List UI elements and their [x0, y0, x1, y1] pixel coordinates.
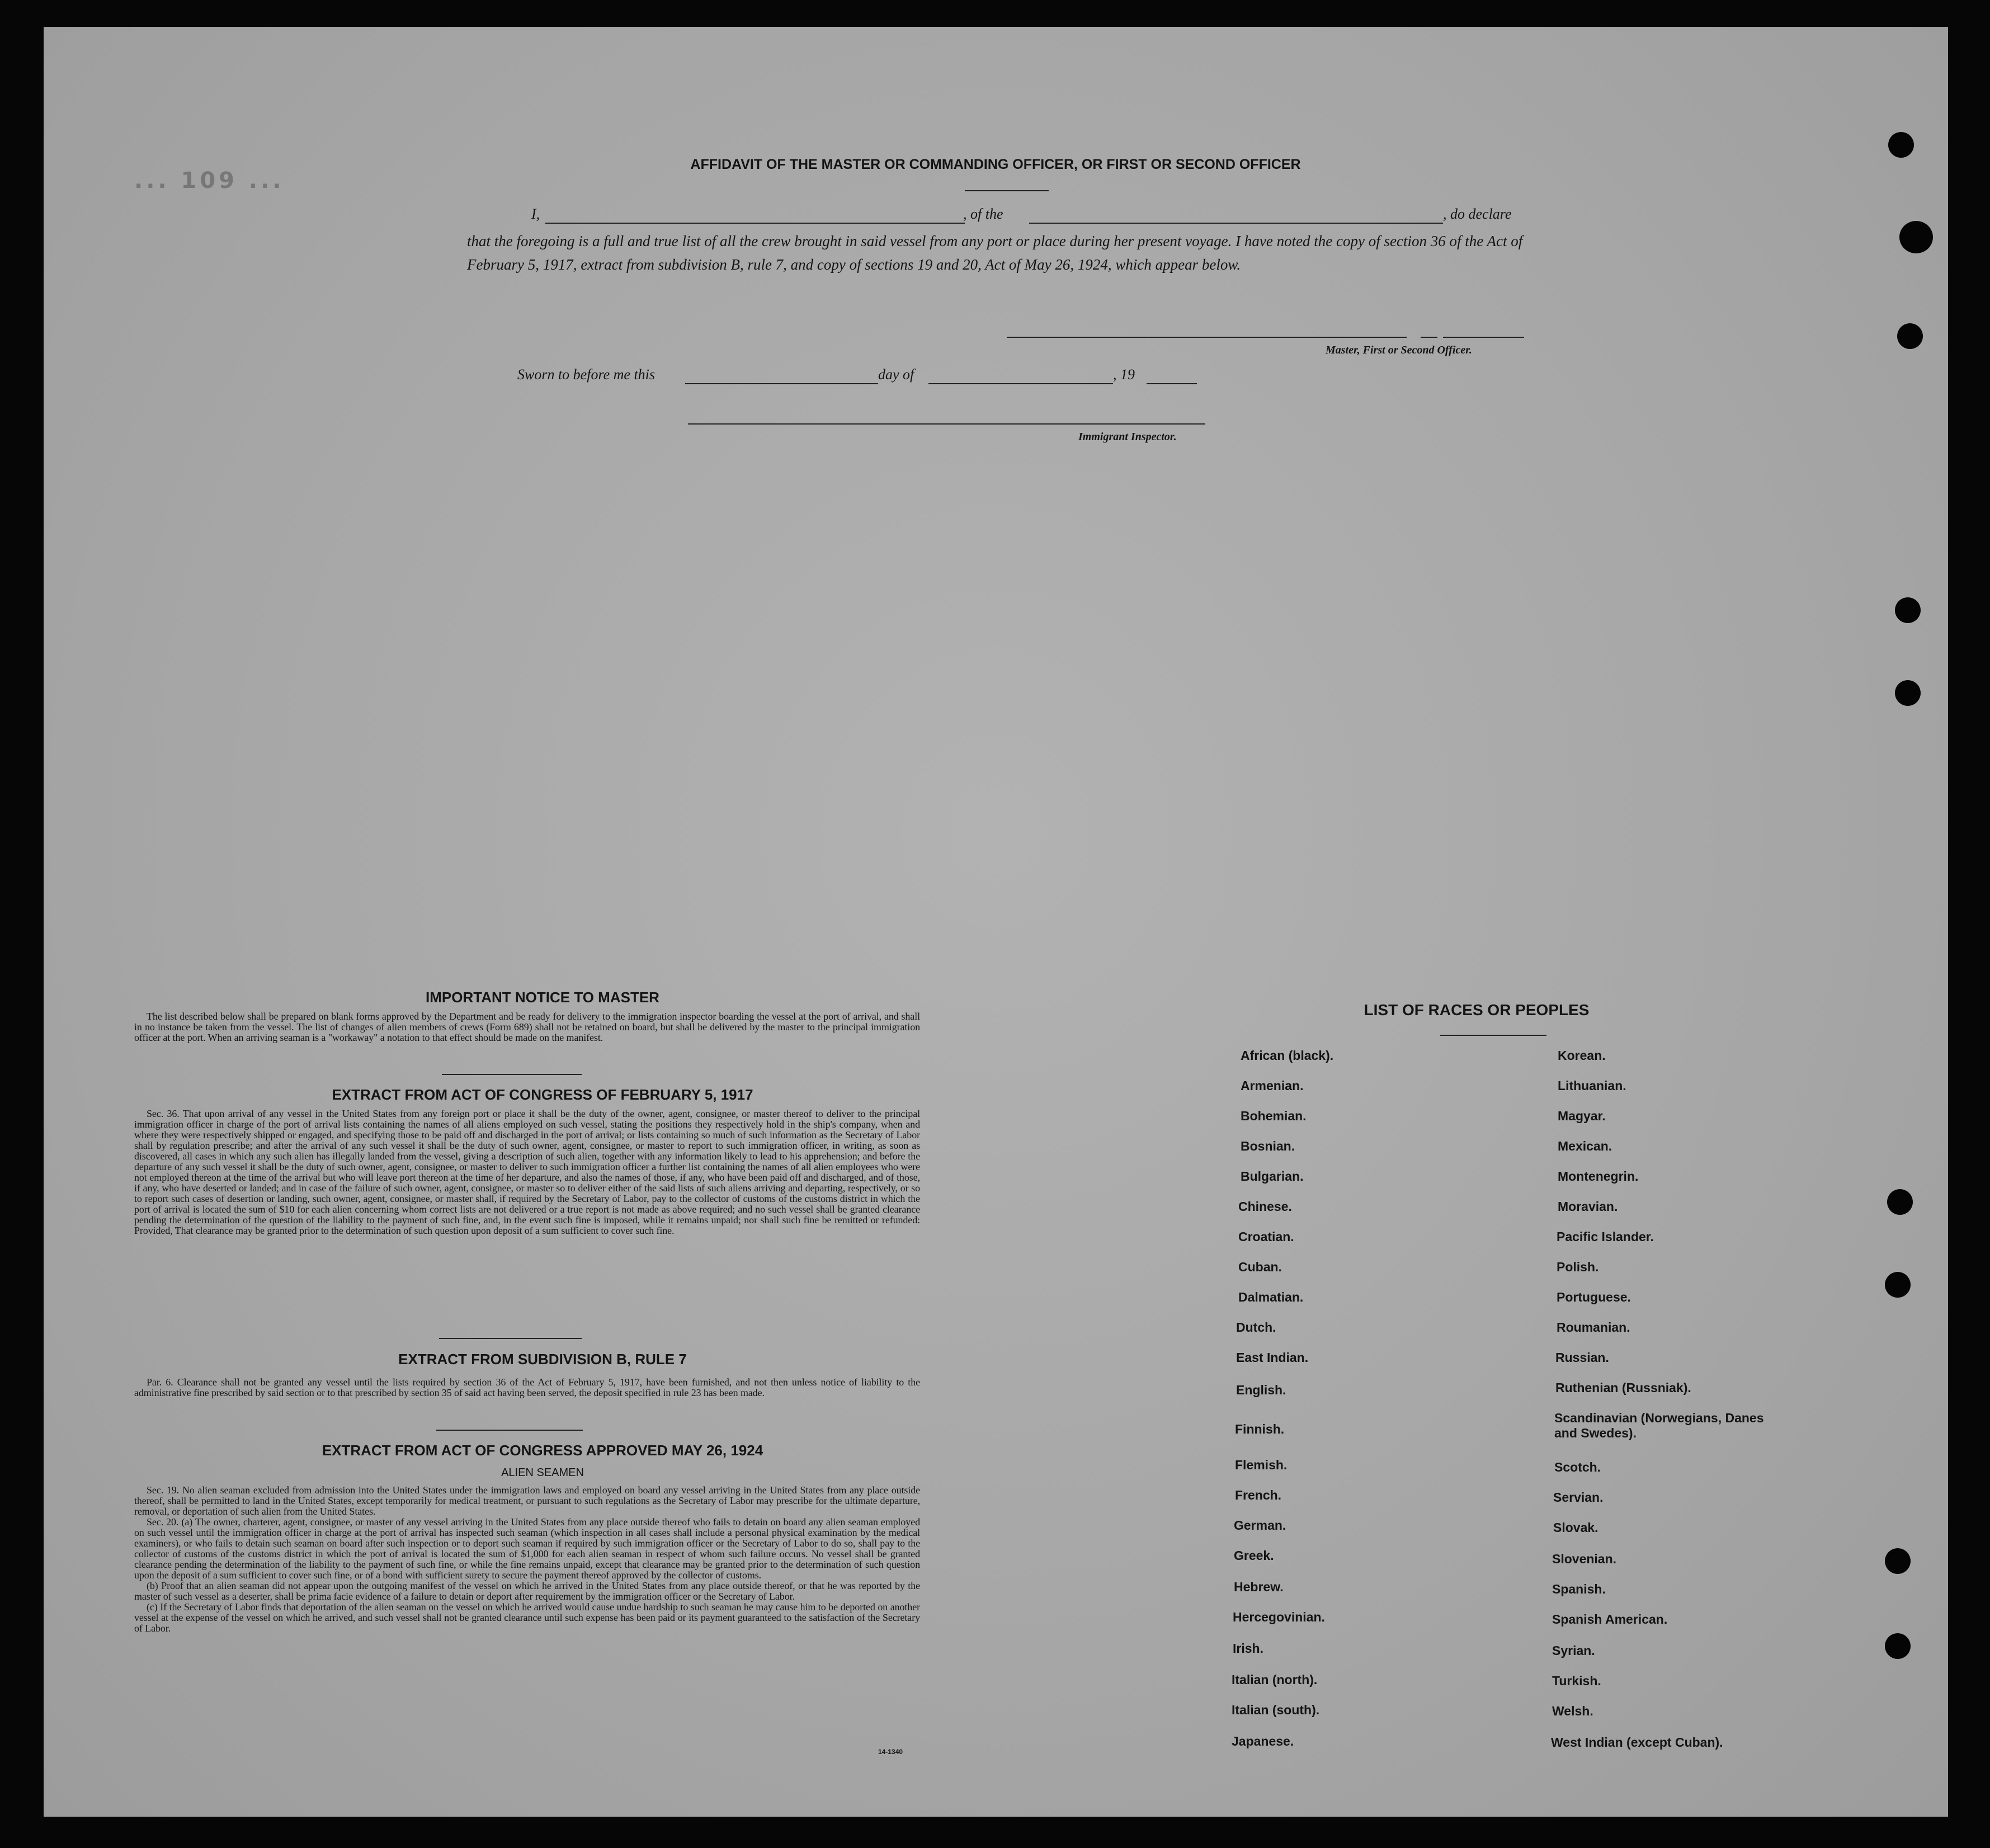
race-right-item: Spanish.	[1552, 1582, 1606, 1596]
extract3-title: EXTRACT FROM ACT OF CONGRESS APPROVED MAY 26, 1924	[322, 1442, 763, 1459]
race-left-item: Hercegovinian.	[1233, 1610, 1325, 1624]
race-right-item: Roumanian.	[1557, 1320, 1630, 1335]
punch-hole	[1895, 680, 1921, 706]
extract3-body	[134, 1485, 920, 1634]
extract3-paragraph-1: Sec. 19. No alien seaman excluded from admission into the United States under the immigration laws and employed on board any vessel arriving in the United States from any place outside thereof, shall be permitted to land in the United States, except temporarily for medical treatment, or pursuant to such regulations as the Secretary of Labor may prescribe for the ultimate departure, removal, or deportation of such alien from the United States.	[134, 1484, 920, 1517]
race-left-item: Cuban.	[1238, 1260, 1282, 1274]
race-right-item: Polish.	[1557, 1260, 1599, 1274]
form-code: 14-1340	[878, 1748, 903, 1756]
faded-stamp: ... 109 ...	[134, 168, 285, 194]
race-right-item: Russian.	[1555, 1350, 1609, 1365]
extract2-title: EXTRACT FROM SUBDIVISION B, RULE 7	[398, 1351, 687, 1368]
race-right-item: Scandinavian (Norwegians, Danes and Swedes).	[1554, 1411, 1764, 1440]
race-left-item: Bohemian.	[1241, 1109, 1307, 1123]
extract2-body	[134, 1377, 920, 1398]
punch-hole	[1885, 1633, 1911, 1659]
race-right-item: Scotch.	[1554, 1460, 1601, 1474]
race-right-item: Slovenian.	[1552, 1552, 1617, 1566]
race-left-item: Irish.	[1233, 1641, 1263, 1656]
day-of-label: day of	[878, 366, 914, 383]
race-left-item: Croatian.	[1238, 1229, 1294, 1244]
race-right-item: Mexican.	[1558, 1139, 1612, 1153]
i-label: I,	[531, 206, 540, 222]
race-left-item: African (black).	[1241, 1048, 1334, 1063]
punch-hole	[1887, 1189, 1913, 1215]
race-left-item: Flemish.	[1235, 1458, 1288, 1472]
race-left-item: Finnish.	[1235, 1422, 1285, 1436]
affidavit-title: AFFIDAVIT OF THE MASTER OR COMMANDING OFFICER, OR FIRST OR SECOND OFFICER	[690, 157, 1301, 172]
race-left-item: French.	[1235, 1488, 1282, 1502]
race-right-item: Servian.	[1553, 1490, 1604, 1505]
signature-line-end	[1443, 337, 1524, 338]
punch-hole	[1888, 132, 1914, 158]
title-divider	[965, 190, 1049, 191]
extract1-paragraph: Sec. 36. That upon arrival of any vessel in the United States from any foreign port or place it shall be the duty of the owner, agent, consignee, or master thereof to deliver to the principal immigration officer in charge of the port of arrival lists containing the names of all aliens employed on such vessel, stating the positions they respectively hold in the ship's company, when and where they were respectively shipped or engaged, and specifying those to be paid off and discharged in the port of arrival; or lists containing so much of such information as the Secretary of Labor shall by regulation prescribe; and after the arrival of any such vessel it shall be the duty of such owner, agent, consignee, or master to report to such immigration officer, in writing, as soon as discovered, all cases in which any such alien has illegally landed from the vessel, giving a description of such alien, together with any information likely to lead to his apprehension; and before the departure of any such vessel it shall be the duty of such owner, agent, consignee, or master to deliver to such immigration officer a further list containing the names of all alien employees who were not employed thereon at the time of the arrival but who will leave port thereon at the time of her departure, and also the names of those, if any, who have been paid off and discharged, and of those, if any, who have deserted or landed; and in case of the failure of such owner, agent, consignee, or master so to deliver either of the said lists of such aliens arriving and departing, respectively, or so to report such cases of desertion or landing, such owner, agent, consignee, or master shall, if required by the Secretary of Labor, pay to the collector of customs of the customs district in which the port of arrival is located the sum of $10 for each alien concerning whom correct lists are not delivered or a true report is not made as above required; and no such vessel shall be granted clearance pending the determination of the question of the liability to the payment of such fine, and, in the event such fine is imposed, while it remains unpaid; nor shall such fine be remitted or refunded: Provided, That clearance may be granted prior to the determination of such question upon deposit of a sum sufficient to cover such fine.	[134, 1108, 920, 1236]
notice-body	[134, 1011, 920, 1043]
race-left-item: Italian (north).	[1232, 1672, 1318, 1687]
name-blank[interactable]	[545, 223, 965, 224]
race-right-item: Korean.	[1558, 1048, 1606, 1063]
notice-title: IMPORTANT NOTICE TO MASTER	[426, 989, 659, 1006]
section-divider	[439, 1338, 582, 1339]
vessel-blank[interactable]	[1029, 223, 1443, 224]
race-right-item: Welsh.	[1552, 1704, 1593, 1718]
do-declare-label: , do declare	[1443, 206, 1512, 222]
race-right-item: Pacific Islander.	[1557, 1229, 1654, 1244]
race-left-item: Chinese.	[1238, 1199, 1292, 1214]
extract3-paragraph-3: (b) Proof that an alien seaman did not appear upon the outgoing manifest of the vessel on which he arrived in the United States from any place outside thereof, or that he was reported by the master of such vessel as a deserter, shall be prima facie evidence of a failure to detain or deport after requirement by the immigration officer or the Secretary of Labor.	[134, 1580, 920, 1602]
race-right-item: Magyar.	[1558, 1109, 1606, 1123]
notice-paragraph: The list described below shall be prepared on blank forms approved by the Department and be ready for delivery to the immigration inspector boarding the vessel at the port of arrival, and shall in no instance be taken from the vessel. The list of changes of alien members of crews (Form 689) shall not be retained on board, but shall be delivered by the master to the principal immigration officer at the port. When an arriving seaman is a "workaway" a notation to that effect should be made on the manifest.	[134, 1011, 920, 1043]
day-blank[interactable]	[685, 383, 878, 384]
signature-line-dash	[1421, 337, 1437, 338]
extract3-paragraph-4: (c) If the Secretary of Labor finds that deportation of the alien seaman on the vessel on which he arrived would cause undue hardship to such seaman he may cause him to be deported on another vessel at the expense of the vessel on which he arrived, and such vessel shall not be granted clearance until such expense has been paid or its payment guaranteed to the satisfaction of the Secretary of Labor.	[134, 1601, 920, 1634]
inspector-label: Immigrant Inspector.	[1078, 431, 1177, 443]
race-right-item: Ruthenian (Russniak).	[1555, 1380, 1691, 1395]
race-right-item: Slovak.	[1553, 1520, 1598, 1535]
races-title: LIST OF RACES OR PEOPLES	[1364, 1001, 1590, 1019]
inspector-signature-line[interactable]	[688, 423, 1205, 425]
month-blank[interactable]	[928, 383, 1113, 384]
race-left-item: Dutch.	[1236, 1320, 1276, 1335]
signature-label: Master, First or Second Officer.	[1326, 344, 1472, 356]
section-divider	[436, 1430, 583, 1431]
race-right-item: Syrian.	[1552, 1643, 1595, 1658]
race-right-item: West Indian (except Cuban).	[1551, 1735, 1723, 1750]
year-blank[interactable]	[1147, 383, 1197, 384]
race-left-item: Bulgarian.	[1241, 1169, 1304, 1184]
extract2-paragraph: Par. 6. Clearance shall not be granted any vessel until the lists required by section 36 of the Act of February 5, 1917, have been furnished, and not then unless notice of liability to the administrative fine prescribed by said section or to that prescribed by section 35 of said act having been served, the deposit specified in rule 23 has been made.	[134, 1376, 920, 1398]
race-right-item: Turkish.	[1552, 1673, 1601, 1688]
extract3-subtitle: ALIEN SEAMEN	[501, 1467, 584, 1479]
of-the-label: , of the	[963, 206, 1003, 222]
extract1-body	[134, 1109, 920, 1236]
punch-hole	[1895, 597, 1921, 623]
race-left-item: English.	[1236, 1383, 1286, 1397]
race-right-item: Montenegrin.	[1558, 1169, 1639, 1184]
race-right-item: Portuguese.	[1557, 1290, 1631, 1304]
punch-hole	[1897, 323, 1923, 349]
race-left-item: Armenian.	[1241, 1078, 1304, 1093]
race-left-item: Bosnian.	[1241, 1139, 1295, 1153]
punch-hole	[1885, 1272, 1911, 1298]
race-left-item: Dalmatian.	[1238, 1290, 1304, 1304]
signature-line[interactable]	[1007, 337, 1407, 338]
race-left-item: Hebrew.	[1234, 1580, 1284, 1594]
declaration-text: that the foregoing is a full and true list of all the crew brought in said vessel from any port or place during her present voyage. I have noted the copy of section 36 of the Act of February 5, 1917, extract from subdivision B, rule 7, and copy of sections 19 and 20, Act of May 26, 1924, which appear below.	[467, 233, 1523, 273]
punch-hole	[1885, 1548, 1911, 1574]
race-left-item: Japanese.	[1232, 1734, 1294, 1748]
race-left-item: German.	[1234, 1518, 1286, 1533]
extract3-paragraph-2: Sec. 20. (a) The owner, charterer, agent, consignee, or master of any vessel arriving in the United States from any place outside thereof who fails to detain on board any alien seaman employed on such vessel until the immigration officer in charge at the port of arrival has inspected such seaman (which inspection in all cases shall include a personal physical examination by the medical examiners), or who fails to detain such seaman on board after such inspection or to deport such seaman if required by such immigration officer or the Secretary of Labor to do so, shall pay to the collector of customs of the customs district in which the port of arrival is located the sum of $1,000 for each alien seaman in respect of whom such failure occurs. No vessel shall be granted clearance pending the determination of the liability to the payment of such fine, or while the fine remains unpaid, except that clearance may be granted prior to the determination of such question upon the deposit of a sum sufficient to cover such fine, or of a bond with sufficient surety to secure the payment thereof approved by the collector of customs.	[134, 1516, 920, 1581]
race-right-item: Moravian.	[1558, 1199, 1618, 1214]
race-right-item: Lithuanian.	[1558, 1078, 1626, 1093]
sworn-label: Sworn to before me this	[517, 366, 656, 383]
punch-hole	[1899, 221, 1933, 253]
extract1-title: EXTRACT FROM ACT OF CONGRESS OF FEBRUARY 5, 1917	[332, 1086, 753, 1103]
races-divider	[1440, 1035, 1546, 1036]
race-right-item: Spanish American.	[1552, 1612, 1668, 1627]
race-left-item: Italian (south).	[1232, 1703, 1320, 1717]
race-left-item: East Indian.	[1236, 1350, 1309, 1365]
section-divider	[442, 1074, 582, 1075]
race-left-item: Greek.	[1234, 1548, 1274, 1563]
year-label: , 19	[1113, 366, 1135, 383]
